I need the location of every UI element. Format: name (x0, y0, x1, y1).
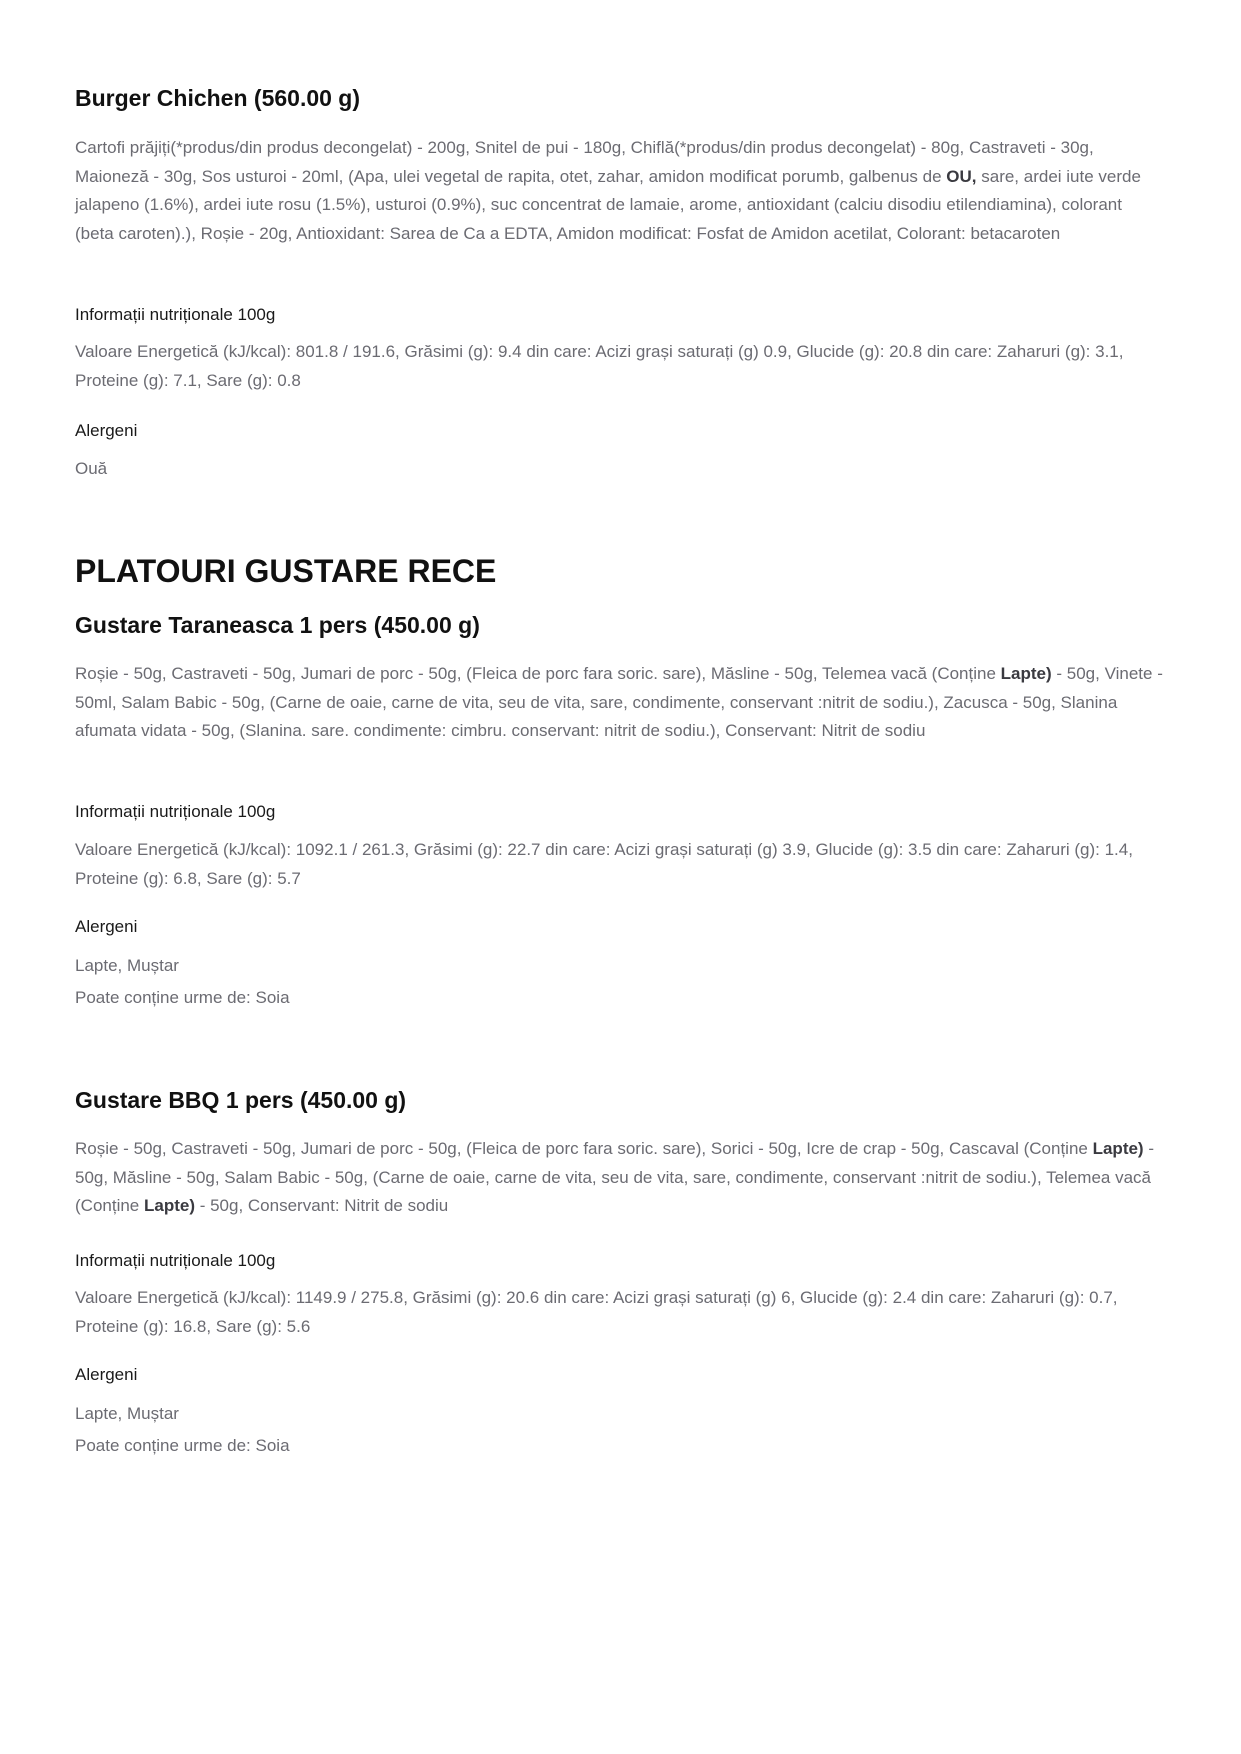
item-title-burger-chichen: Burger Chichen (560.00 g) (75, 85, 361, 111)
allergen-highlight: Lapte) (143, 1196, 195, 1215)
nutrition-label-burger-chichen: Informații nutriționale 100g (75, 305, 276, 324)
allergens-label-gustare-bbq: Alergeni (75, 1365, 138, 1384)
section-title-platouri-gustare-rece: PLATOURI GUSTARE RECE (75, 553, 497, 589)
allergen-highlight: Lapte) (1092, 1139, 1144, 1158)
item-ingredients-burger-chichen: Cartofi prăjiți(*produs/din produs decongelat) - 200g, Snitel de pui - 180g, Chiflă(*produs/din produs decongelat) - 80g, Castraveti - 30g, Maioneză - 30g, Sos usturoi - 20ml, (Apa, ulei vegetal de rapita, otet, zahar, amidon modificat porumb, galbenus de OU, sare, ardei iute verde jalapeno (1.6%), ardei iute rosu (1.5%), usturoi (0.9%), suc concentrat de lamaie, arome, antioxidant (calciu disodiu etilendiamina), colorant (beta caroten).), Roșie - 20g, Antioxidant: Sarea de Ca a EDTA, Amidon modificat: Fosfat de Amidon acetilat, Colorant: betacaroten (75, 138, 1141, 243)
nutrition-label-gustare-bbq: Informații nutriționale 100g (75, 1251, 276, 1270)
allergens-label-gustare-taraneasca: Alergeni (75, 917, 138, 936)
allergens-gustare-taraneasca: Lapte, Muștar (75, 956, 179, 975)
traces-gustare-bbq: Poate conține urme de: Soia (75, 1436, 290, 1455)
nutrition-values-gustare-taraneasca: Valoare Energetică (kJ/kcal): 1092.1 / 261.3, Grăsimi (g): 22.7 din care: Acizi grași saturați (g) 3.9, Glucide (g): 3.5 din care: Zaharuri (g): 1.4, Proteine (g): 6.8, Sare (g): 5.7 (75, 840, 1133, 888)
traces-gustare-taraneasca: Poate conține urme de: Soia (75, 988, 290, 1007)
nutrition-label-gustare-taraneasca: Informații nutriționale 100g (75, 802, 276, 821)
nutrition-values-gustare-bbq: Valoare Energetică (kJ/kcal): 1149.9 / 275.8, Grăsimi (g): 20.6 din care: Acizi grași saturați (g) 6, Glucide (g): 2.4 din care: Zaharuri (g): 0.7, Proteine (g): 16.8, Sare (g): 5.6 (75, 1288, 1118, 1336)
allergens-label-burger-chichen: Alergeni (75, 421, 138, 440)
allergens-burger-chichen: Ouă (75, 459, 108, 478)
nutrition-values-burger-chichen: Valoare Energetică (kJ/kcal): 801.8 / 191.6, Grăsimi (g): 9.4 din care: Acizi grași saturați (g) 0.9, Glucide (g): 20.8 din care: Zaharuri (g): 3.1, Proteine (g): 7.1, Sare (g): 0.8 (75, 342, 1124, 390)
allergens-gustare-bbq: Lapte, Muștar (75, 1404, 179, 1423)
item-title-gustare-taraneasca: Gustare Taraneasca 1 pers (450.00 g) (75, 612, 480, 638)
item-ingredients-gustare-taraneasca: Roșie - 50g, Castraveti - 50g, Jumari de porc - 50g, (Fleica de porc fara soric. sare), Măsline - 50g, Telemea vacă (Conține Lapte) - 50g, Vinete - 50ml, Salam Babic - 50g, (Carne de oaie, carne de vita, seu de vita, sare, condimente, conservant :nitrit de sodiu.), Zacusca - 50g, Slanina afumata vidata - 50g, (Slanina. sare. condimente: cimbru. conservant: nitrit de sodiu.), Conservant: Nitrit de sodiu (75, 664, 1163, 740)
item-ingredients-gustare-bbq: Roșie - 50g, Castraveti - 50g, Jumari de porc - 50g, (Fleica de porc fara soric. sare), Sorici - 50g, Icre de crap - 50g, Cascaval (Conține Lapte) - 50g, Măsline - 50g, Salam Babic - 50g, (Carne de oaie, carne de vita, seu de vita, sare, condimente, conservant :nitrit de sodiu.), Telemea vacă (Conține Lapte) - 50g, Conservant: Nitrit de sodiu (75, 1139, 1154, 1215)
allergen-highlight: OU, (946, 166, 977, 186)
allergen-highlight: Lapte) (1000, 664, 1052, 683)
item-title-gustare-bbq: Gustare BBQ 1 pers (450.00 g) (75, 1087, 407, 1113)
